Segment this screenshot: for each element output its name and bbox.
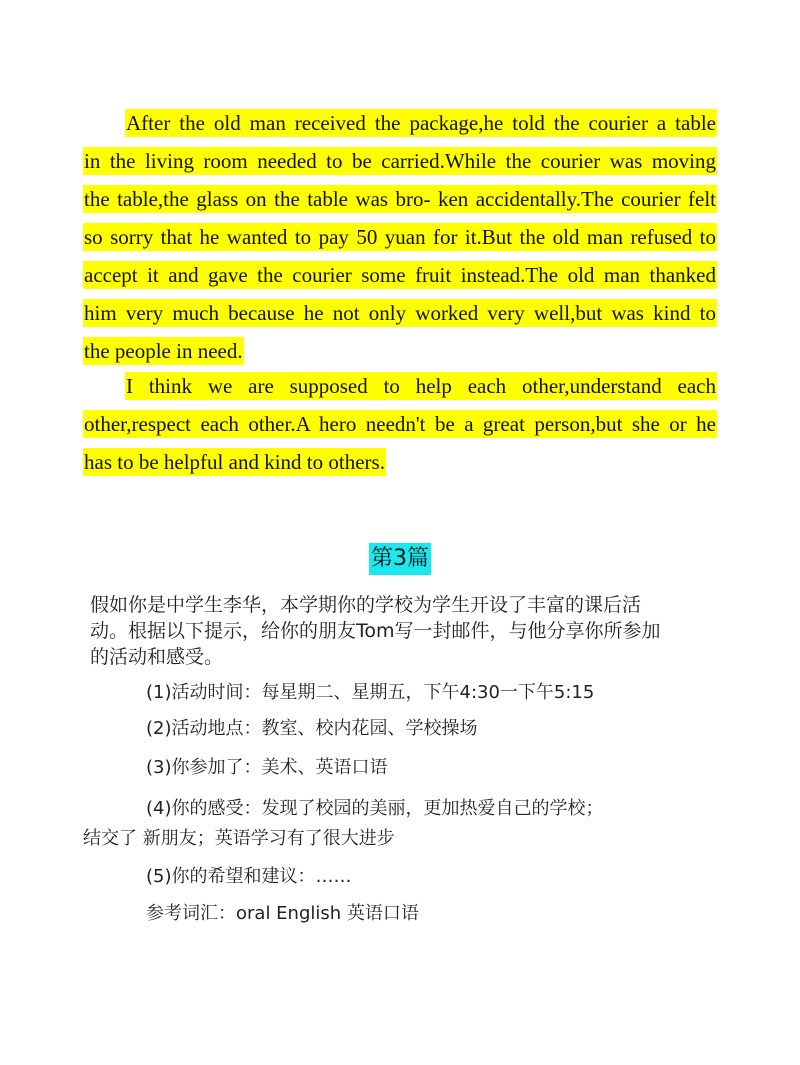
essay-line-text: After the old man received the package,he told the courier a table bbox=[126, 111, 716, 135]
point-feelings-cont: 结交了 新朋友；英语学习有了很大进步 bbox=[83, 828, 395, 849]
prompt-line: 的活动和感受。 bbox=[90, 646, 224, 668]
essay-line bbox=[125, 109, 717, 137]
essay-line bbox=[83, 185, 717, 213]
essay-line-text: has to be helpful and kind to others. bbox=[84, 450, 385, 474]
point-time: (1)活动时间：每星期二、星期五，下午4:30一下午5:15 bbox=[146, 682, 595, 703]
section-title-wrap bbox=[0, 543, 800, 575]
essay-line bbox=[83, 261, 717, 289]
reference-vocab: 参考词汇：oral English 英语口语 bbox=[146, 903, 419, 924]
prompt-line: 动。根据以下提示，给你的朋友Tom写一封邮件，与他分享你所参加 bbox=[90, 620, 661, 642]
essay-line-text: the people in need. bbox=[84, 339, 243, 363]
essay-line bbox=[83, 299, 717, 327]
essay-line-text: I think we are supposed to help each other,understand each bbox=[126, 374, 716, 398]
prompt-line: 假如你是中学生李华，本学期你的学校为学生开设了丰富的课后活 bbox=[90, 594, 642, 616]
section-title: 第3篇 bbox=[369, 543, 431, 575]
point-location: (2)活动地点：教室、校内花园、学校操场 bbox=[146, 718, 478, 739]
point-feelings: (4)你的感受：发现了校园的美丽，更加热爱自己的学校； bbox=[146, 798, 604, 819]
essay-line-text: in the living room needed to be carried.While the courier was moving bbox=[84, 149, 716, 173]
point-hopes: (5)你的希望和建议：…… bbox=[146, 866, 352, 887]
essay-line bbox=[83, 410, 717, 438]
essay-line-text: other,respect each other.A hero needn't be a great person,but she or he bbox=[84, 412, 716, 436]
essay-line bbox=[83, 337, 244, 365]
essay-line-text: so sorry that he wanted to pay 50 yuan for it.But the old man refused to bbox=[84, 225, 716, 249]
essay-line-text: accept it and gave the courier some fruit instead.The old man thanked bbox=[84, 263, 716, 287]
essay-line-text: the table,the glass on the table was bro- ken accidentally.The courier felt bbox=[84, 187, 716, 211]
point-activities: (3)你参加了：美术、英语口语 bbox=[146, 757, 388, 778]
essay-line-text: him very much because he not only worked very well,but was kind to bbox=[84, 301, 716, 325]
essay-line bbox=[83, 448, 386, 476]
essay-line bbox=[83, 223, 717, 251]
essay-line bbox=[83, 147, 717, 175]
essay-line bbox=[125, 372, 717, 400]
